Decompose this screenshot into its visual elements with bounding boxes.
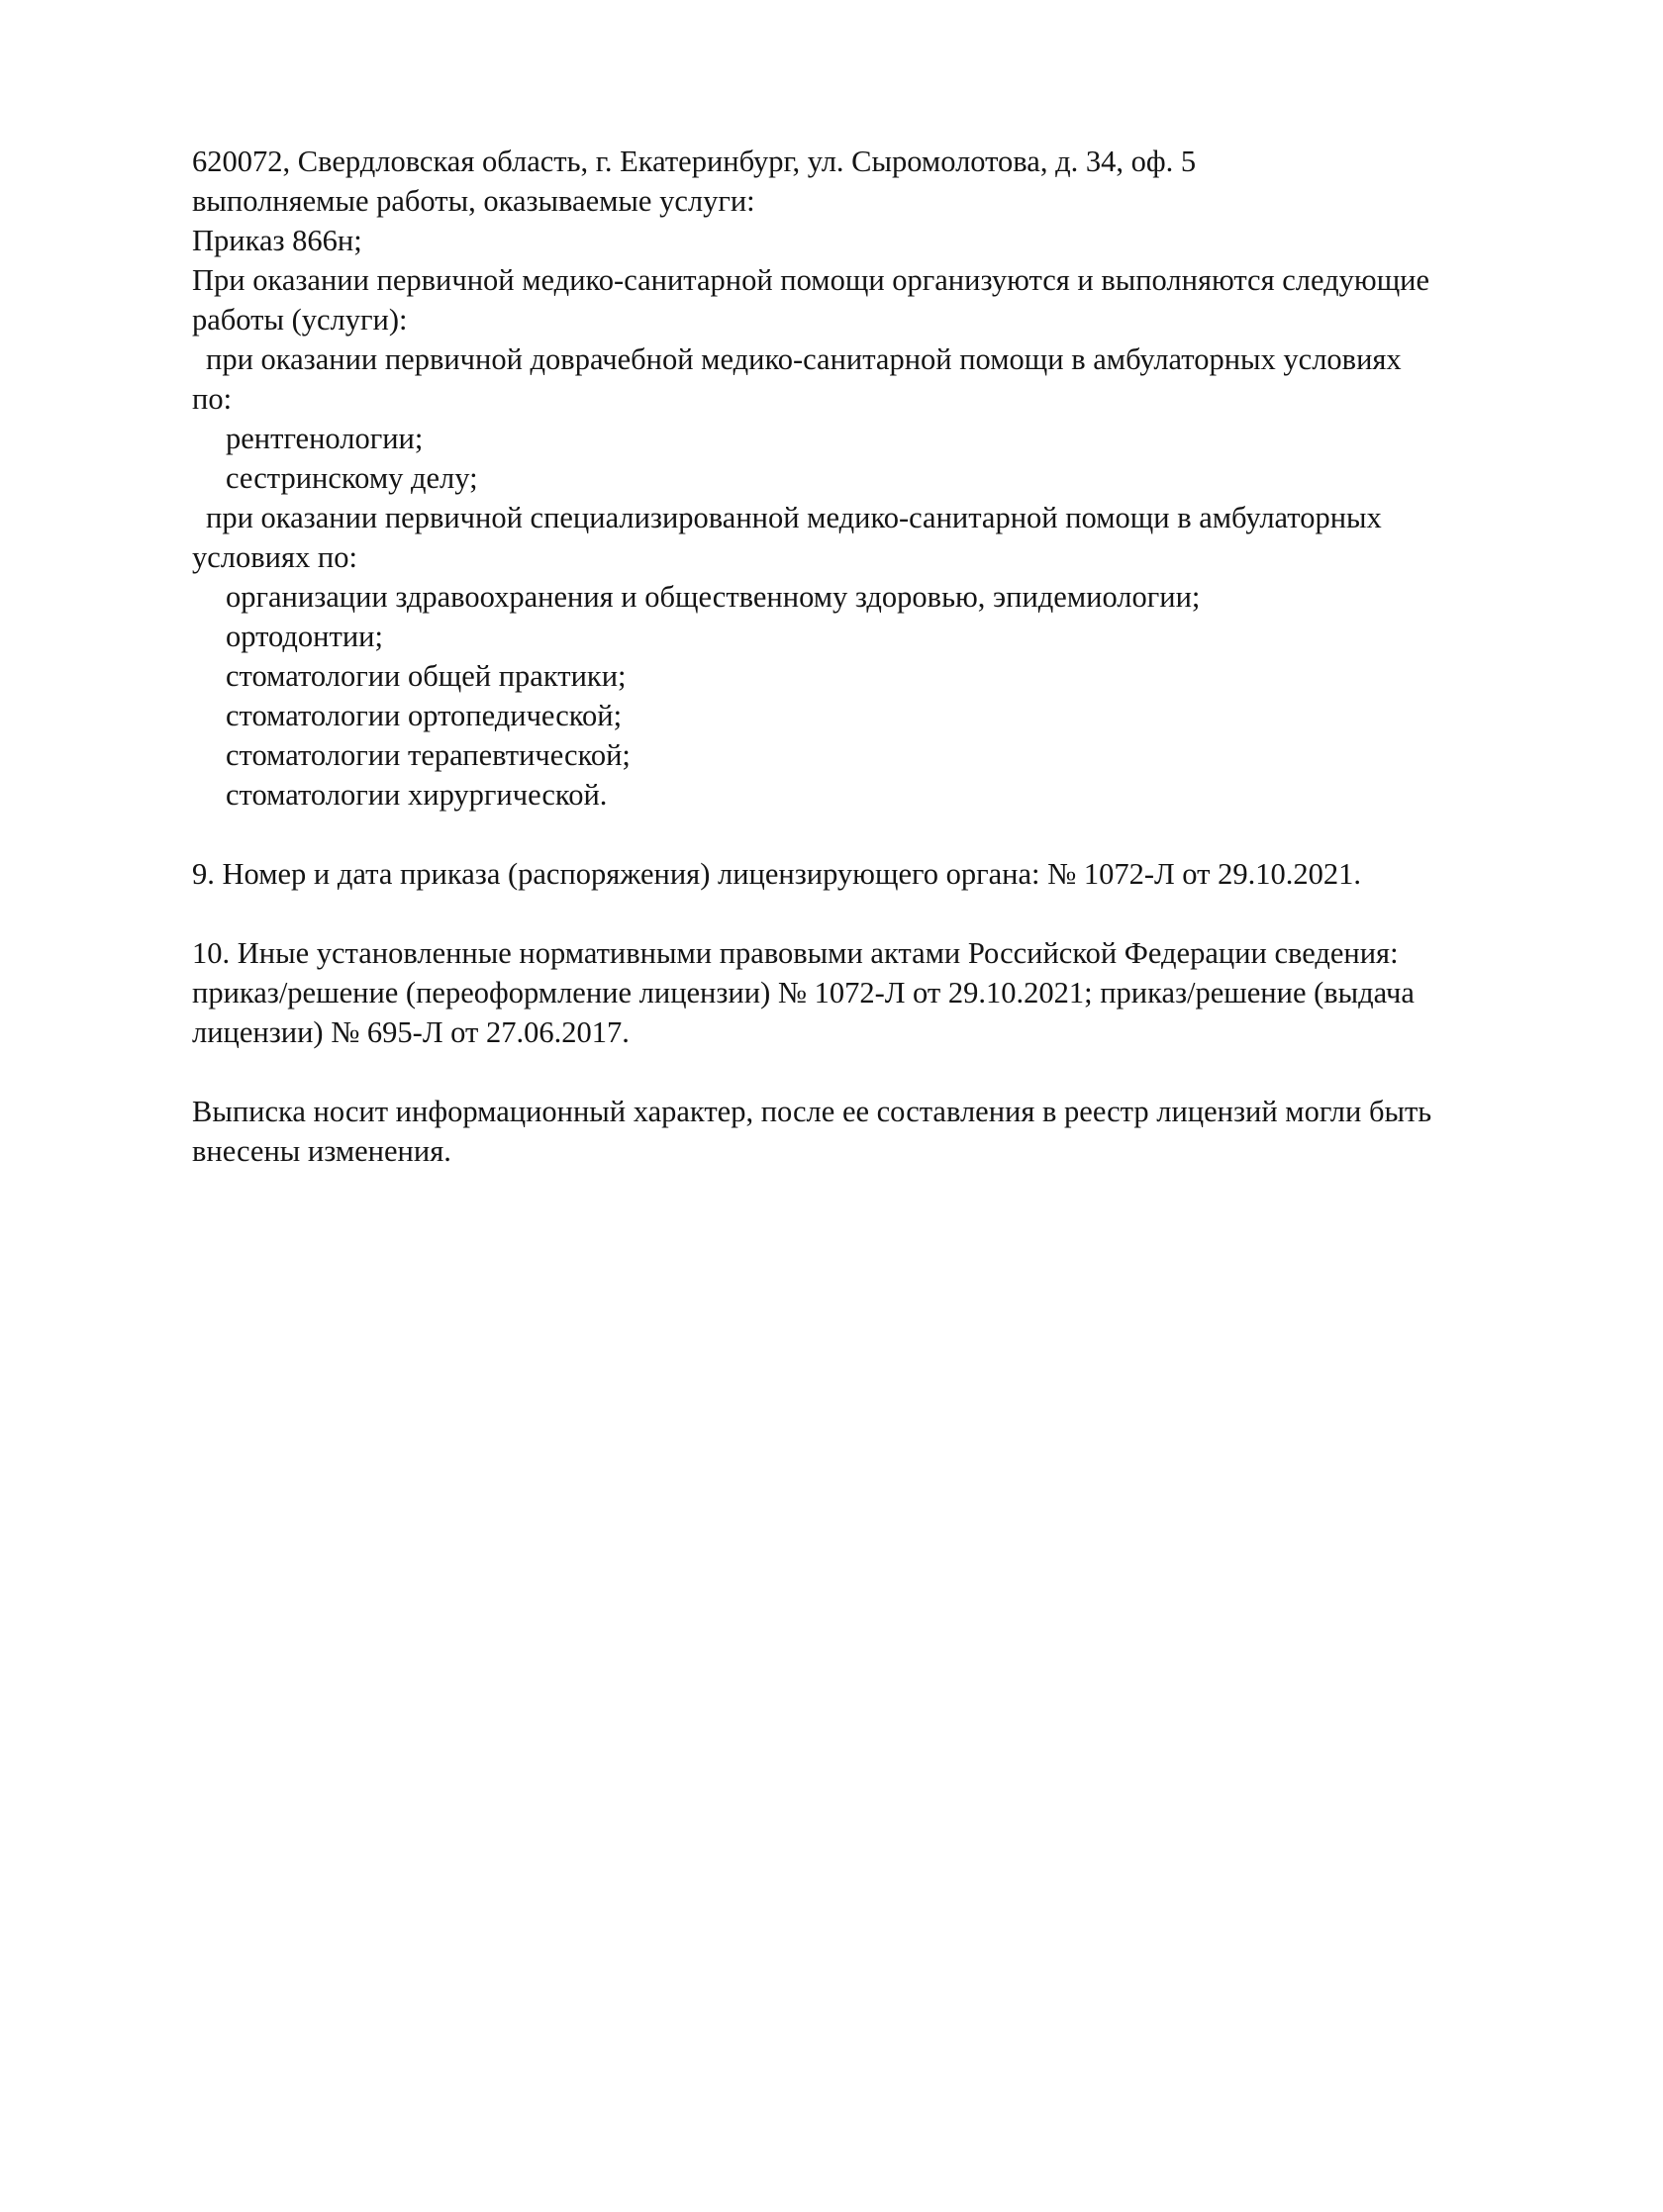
order-reference: Приказ 866н;	[192, 224, 362, 257]
item-9-order-number: 9. Номер и дата приказа (распоряжения) лицензирующего органа: № 1072-Л от 29.10.2021.	[192, 857, 1361, 891]
works-label: выполняемые работы, оказываемые услуги:	[192, 184, 755, 218]
item-10-line-2: приказ/решение (переоформление лицензии) № 1072-Л от 29.10.2021; приказ/решение (выдача	[192, 976, 1415, 1010]
address-line: 620072, Свердловская область, г. Екатеринбург, ул. Сыромолотова, д. 34, оф. 5	[192, 144, 1197, 178]
prehospital-heading-line-2: по:	[192, 382, 233, 416]
service-list-item: сестринскому делу;	[226, 461, 478, 495]
paragraph-gap	[192, 894, 1578, 933]
service-list-item: организации здравоохранения и общественному здоровью, эпидемиологии;	[226, 580, 1201, 614]
paragraph-gap	[192, 1052, 1578, 1092]
service-list-item: стоматологии ортопедической;	[226, 699, 623, 732]
primary-care-intro-line-2: работы (услуги):	[192, 303, 408, 337]
disclaimer-line-2: внесены изменения.	[192, 1134, 451, 1168]
service-list-item: стоматологии хирургической.	[226, 778, 608, 812]
service-list-item: рентгенологии;	[226, 422, 424, 455]
specialized-heading-line-2: условиях по:	[192, 540, 357, 574]
item-10-line-3: лицензии) № 695-Л от 27.06.2017.	[192, 1015, 630, 1049]
paragraph-gap	[192, 815, 1578, 854]
specialized-heading-line-1: при оказании первичной специализированной медико-санитарной помощи в амбулаторных	[206, 501, 1382, 534]
item-10-line-1: 10. Иные установленные нормативными правовыми актами Российской Федерации сведения:	[192, 936, 1399, 970]
disclaimer-line-1: Выписка носит информационный характер, после ее составления в реестр лицензий могли быть	[192, 1095, 1432, 1128]
service-list-item: стоматологии терапевтической;	[226, 738, 631, 772]
service-list-item: стоматологии общей практики;	[226, 659, 627, 693]
primary-care-intro-line-1: При оказании первичной медико-санитарной помощи организуются и выполняются следующие	[192, 263, 1430, 297]
document-body	[192, 142, 1578, 1171]
service-list-item: ортодонтии;	[226, 620, 383, 653]
prehospital-heading-line-1: при оказании первичной доврачебной медико-санитарной помощи в амбулаторных условиях	[206, 342, 1402, 376]
